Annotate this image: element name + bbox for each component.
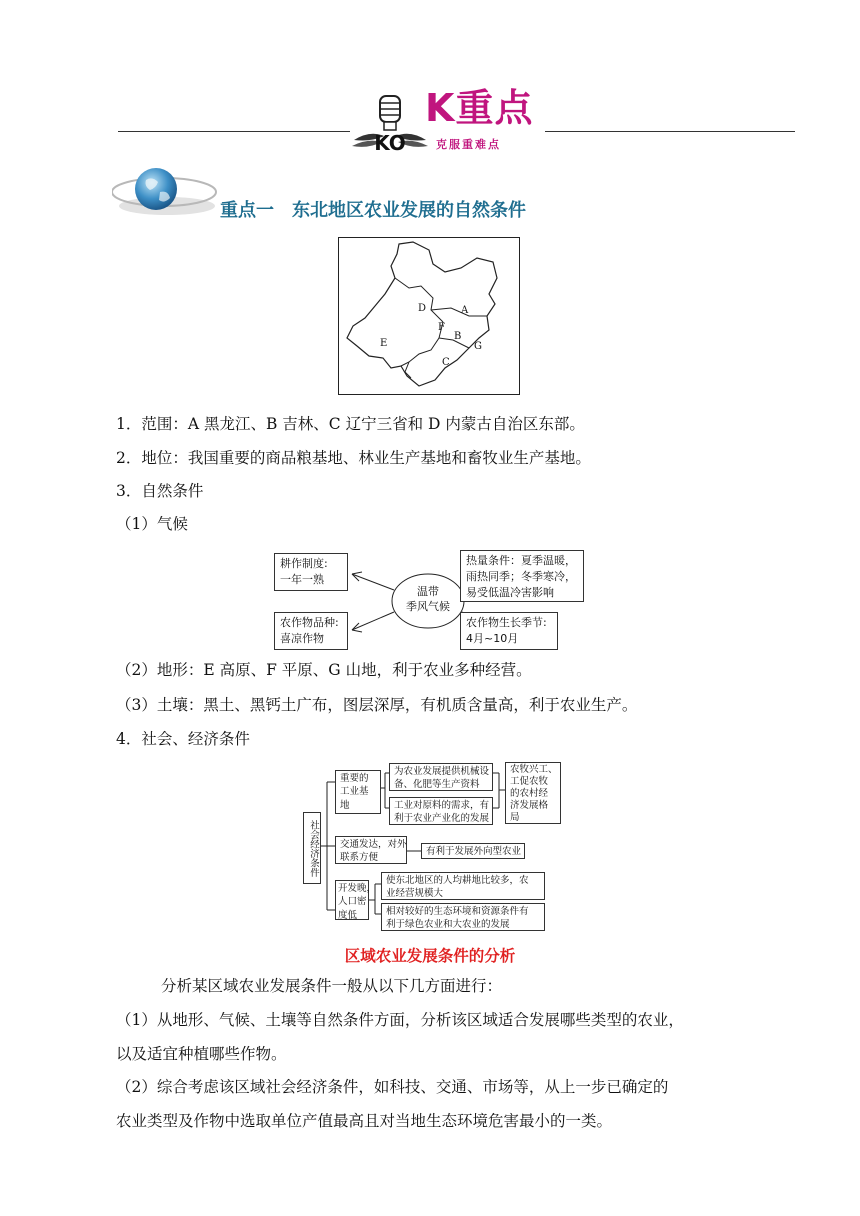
- raw-material-demand-box: 工业对原料的需求，有 利于农业产业化的发展: [389, 797, 493, 825]
- map-label-e: E: [380, 338, 388, 349]
- northeast-map: [338, 237, 520, 395]
- map-label-d: D: [418, 303, 427, 314]
- map-label-a: A: [461, 305, 469, 316]
- para-climate: （1）气候: [116, 515, 188, 533]
- analysis-point1-line2: 以及适宜种植哪些作物。: [116, 1045, 287, 1063]
- para-social-economic: 4．社会、经济条件: [116, 730, 250, 748]
- para-natural-conditions: 3．自然条件: [116, 482, 204, 500]
- fist-logo-icon: [350, 92, 430, 158]
- transport-box: 交通发达，对外 联系方便: [335, 836, 407, 864]
- farmland-per-capita-box: 使东北地区的人均耕地比较多，农 业经营规模大: [381, 872, 545, 900]
- analysis-intro: 分析某区域农业发展条件一般从以下几方面进行：: [161, 977, 503, 995]
- analysis-point2-line1: （2）综合考虑该区域社会经济条件，如科技、交通、市场等，从上一步已确定的: [116, 1078, 669, 1096]
- para-terrain: （2）地形：E 高原、F 平原、G 山地，利于农业多种经营。: [116, 661, 532, 679]
- map-outline: [339, 238, 519, 394]
- analysis-title: 区域农业发展条件的分析: [344, 947, 516, 965]
- ecological-conditions-box: 相对较好的生态环境和资源条件有 利于绿色农业和大农业的发展: [381, 903, 545, 931]
- header-rule-left: [118, 131, 350, 132]
- farming-system-box: 耕作制度: 一年一熟: [274, 553, 348, 591]
- para-range: 1．范围：A 黑龙江、B 吉林、C 辽宁三省和 D 内蒙古自治区东部。: [116, 415, 585, 433]
- para-status: 2．地位：我国重要的商品粮基地、林业生产基地和畜牧业生产基地。: [116, 449, 591, 467]
- rural-economy-pattern-box: 农牧兴工、 工促农牧 的农村经 济发展格 局: [505, 762, 561, 824]
- industrial-base-box: 重要的 工业基 地: [335, 770, 381, 814]
- late-development-box: 开发晚， 人口密 度低: [335, 880, 369, 920]
- climate-diagram: [270, 548, 586, 654]
- machinery-supply-box: 为农业发展提供机械设 备、化肥等生产资料: [389, 763, 493, 791]
- heat-condition-box: 热量条件：夏季温暖， 雨热同季；冬季寒冷， 易受低温冷害影响: [460, 550, 584, 602]
- globe-icon: [112, 162, 222, 222]
- logo-title: K重点: [425, 86, 534, 130]
- climate-center-label: 温带 季风气候: [406, 585, 450, 614]
- export-agriculture-box: 有利于发展外向型农业: [421, 843, 525, 859]
- econ-diagram: [303, 760, 563, 932]
- logo-ko-text: KO: [374, 131, 406, 155]
- analysis-point1-line1: （1）从地形、气候、土壤等自然条件方面，分析该区域适合发展哪些类型的农业，: [116, 1011, 684, 1029]
- logo-subtitle: 克服重难点: [436, 138, 501, 151]
- header-rule-right: [545, 131, 795, 132]
- map-label-c: C: [442, 357, 450, 368]
- map-label-g: G: [474, 341, 482, 352]
- growing-season-box: 农作物生长季节: 4月~10月: [460, 612, 558, 650]
- crop-variety-box: 农作物品种: 喜凉作物: [274, 612, 348, 650]
- section-title: 重点一 东北地区农业发展的自然条件: [220, 200, 526, 221]
- econ-root-box: 社会经济条件: [303, 812, 321, 884]
- map-label-f: F: [438, 322, 445, 333]
- analysis-point2-line2: 农业类型及作物中选取单位产值最高且对当地生态环境危害最小的一类。: [116, 1112, 613, 1130]
- map-label-b: B: [454, 331, 462, 342]
- para-soil: （3）土壤：黑土、黑钙土广布，图层深厚，有机质含量高，利于农业生产。: [116, 696, 638, 714]
